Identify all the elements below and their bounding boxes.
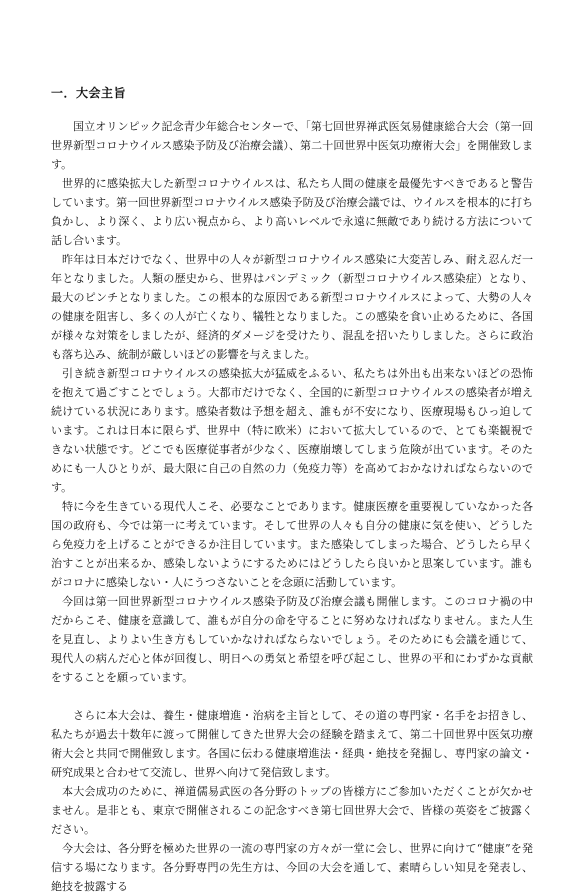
paragraph-7: さらに本大会は、養生・健康増進・治病を主旨として、その道の専門家・名手をお招きし、私たちが過去十数年に渡って開催してきた世界大会の経験を踏まえて、第二十回世界中医気功療術大会と共同で開催致します。各国に伝わる健康増進法・経典・絶技を発掘し、専門家の論文・研究成果と合わせて交流し、世界へ向けて発信致します。: [51, 709, 533, 779]
paragraph-6: 今回は第一回世界新型コロナウイルス感染予防及び治療会議も開催します。このコロナ禍の中だからこそ、健康を意識して、誰もが自分の命を守ることに努めなければなりません。また人生を見直し、よりよい生き方もしていかなければならないでしょう。そのためにも会議を通じて、現代人の病んだ心と体が回復し、明日への勇気と希望を呼び起こし、世界の平和にわずかな貢献をすることを願っています。: [51, 595, 533, 684]
paragraph-1: 国立オリンピック記念青少年総合センターで、「第七回世界禅武医気易健康総合大会（第一回世界新型コロナウイルス感染予防及び治療会議）、第二十回世界中医気功療術大会」を開催致します。: [51, 120, 533, 171]
paragraph-4: 引き続き新型コロナウイルスの感染拡大が猛威をふるい、私たちは外出も出来ないほどの恐怖を抱えて過ごすことでしょう。大都市だけでなく、全国的に新型コロナウイルスの感染者が増え続けている状況にあります。感染者数は予想を超え、誰もが不安になり、医療現場もひっ迫しています。これは日本に限らず、世界中（特に欧米）において拡大しているので、とても楽観視できない状態です。どこでも医療従事者が少なく、医療崩壊してしまう危険が出ています。そのためにも一人ひとりが、最大限に自己の自然の力（免疫力等）を高めておかなければならないのです。: [51, 367, 533, 494]
paragraph-5: 特に今を生きている現代人こそ、必要なことであります。健康医療を重要視していなかった各国の政府も、今では第一に考えています。そして世界の人々も自分の健康に気を使い、どうしたら免疫力を上げることができるか注目しています。また感染してしまった場合、どうしたら早く治すことが出来るか、感染しないようにするためにはどうしたら良いかと思案しています。誰もがコロナに感染しない・人にうつさないことを念頭に活動しています。: [51, 500, 533, 589]
paragraph-spacer: [51, 687, 533, 706]
paragraph-2: 世界的に感染拡大した新型コロナウイルスは、私たち人間の健康を最優先すべきであると警告しています。第一回世界新型コロナウイルス感染予防及び治療会議では、ウイルスを根本的に打ち負かし、より深く、より広い視点から、より高いレベルで永遠に無敵であり続ける方法について話し合います。: [51, 177, 533, 247]
document-body: [51, 117, 533, 896]
section-heading: 一．大会主旨: [51, 86, 127, 100]
paragraph-9: 今大会は、各分野を極めた世界の一流の専門家の方々が一堂に会し、世界に向けて“健康”を発信する場になります。各分野専門の先生方は、今回の大会を通して、素晴らしい知見を発表し、絶技を披露する: [51, 842, 533, 893]
paragraph-8: 本大会成功のために、禅道儒易武医の各分野のトップの皆様方にご参加いただくことが欠かせません。是非とも、東京で開催されるこの記念すべき第七回世界大会で、皆様の英姿をご披露ください。: [51, 785, 533, 836]
paragraph-3: 昨年は日本だけでなく、世界中の人々が新型コロナウイルス感染に大変苦しみ、耐え忍んだ一年となりました。人類の歴史から、世界はパンデミック（新型コロナウイルス感染症）となり、最大のピンチとなりました。この根本的な原因である新型コロナウイルスによって、大勢の人々の健康を阻害し、多くの人が亡くなり、犠牲となりました。この感染を食い止めるために、各国が様々な対策をしましたが、経済的ダメージを受けたり、混乱を招いたりしました。さらに政治も落ち込み、統制が厳しいほどの影響を与えました。: [51, 253, 533, 361]
